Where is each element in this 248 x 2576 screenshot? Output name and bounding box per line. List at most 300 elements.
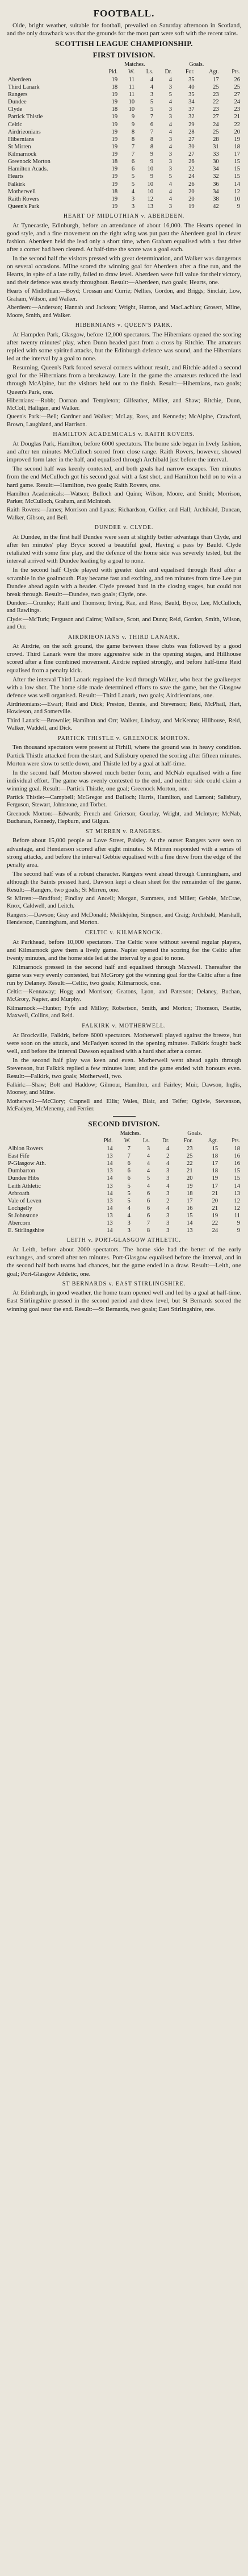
stat-cell: 16 xyxy=(187,1205,193,1212)
column-header: For. xyxy=(183,1138,193,1145)
stat-cell: 25 xyxy=(213,128,219,135)
stat-cell: 5 xyxy=(131,173,135,180)
stat-cell: 19 xyxy=(111,203,118,210)
stat-cell: 6 xyxy=(146,1205,150,1212)
second-division-table-row xyxy=(7,1220,241,1227)
second-division-table xyxy=(7,1130,241,1234)
first-division-table-row xyxy=(7,121,241,128)
stat-cell: 4 xyxy=(166,1160,170,1167)
stat-cell: 5 xyxy=(127,1183,131,1189)
stat-cell: 19 xyxy=(111,99,118,106)
stat-cell: 5 xyxy=(127,1197,131,1204)
stat-cell: 4 xyxy=(169,128,173,135)
stat-cell: 3 xyxy=(166,1168,170,1175)
second-division-table-row xyxy=(7,1167,241,1175)
stat-cell: 5 xyxy=(169,91,173,98)
stat-cell: 11 xyxy=(129,76,135,83)
stat-cell: 4 xyxy=(166,1205,170,1212)
stat-cell: 14 xyxy=(107,1175,113,1182)
stat-cell: 22 xyxy=(188,166,195,173)
match-report-paragraph: At Douglas Park, Hamilton, before 6000 spectators. The home side began in lively fashion, and after ten minutes McCulloch scored from close range. Raith Rovers, however, showed improved form later in the half, and equalised through Archibald just before the interval. xyxy=(7,440,241,464)
stat-cell: 4 xyxy=(166,1183,170,1189)
team-name: Albion Rovers xyxy=(8,1145,43,1152)
second-division-table-row xyxy=(7,1197,241,1205)
team-lineup: Raith Rovers:—James; Morrison and Lynas; Richardson, Collier, and Hall; Archibald, Duncan, Walker, Gibson, and Bell. xyxy=(7,507,241,521)
stat-cell: 11 xyxy=(129,84,135,90)
stat-cell: 37 xyxy=(188,106,195,113)
first-division-table-row xyxy=(7,76,241,84)
stat-cell: 25 xyxy=(213,84,219,90)
match-report-paragraph: In the second half play was keen and even. Motherwell went ahead again through Stevenson, but Falkirk replied a few minutes later, and the game ended with honours even. Result:—Falkirk, two goals; Motherwell, two. xyxy=(7,1056,241,1080)
stat-cell: 12 xyxy=(234,1205,240,1212)
stat-cell: 3 xyxy=(150,91,154,98)
team-name: Airdrieonians xyxy=(8,128,41,135)
team-lineup: Motherwell:—McClory; Crapnell and Ellis; Wales, Blair, and Telfer; Ogilvie, Stevenson, McFadyen, McMenemy, and Ferrier. xyxy=(7,1098,241,1113)
stat-cell: 12 xyxy=(234,188,240,195)
team-name: Kilmarnock xyxy=(8,151,37,157)
match-report-paragraph: At Parkhead, before 10,000 spectators. The Celtic were without several regular players, and Kilmarnock gave them a lively game. Napier opened the scoring for the Celtic after twenty minutes, and the home side led at the interval by a goal to none. xyxy=(7,938,241,962)
stat-cell: 15 xyxy=(234,1168,240,1175)
stat-cell: 26 xyxy=(188,159,195,165)
goals-group-header: Goals. xyxy=(189,61,204,68)
stat-cell: 9 xyxy=(131,121,135,128)
match-heading: PARTICK THISTLE v. GREENOCK MORTON. xyxy=(58,735,190,742)
match-report-paragraph: At Hampden Park, Glasgow, before 12,000 spectators. The Hibernians opened the scoring after twenty minutes' play, when Dunn headed past from a cross by Ritchie. The amateurs replied with some spirited attacks, but the Edinburgh defence was sound, and the Hibernians led at the interval by a goal to none. xyxy=(7,331,241,363)
stat-cell: 9 xyxy=(150,159,154,165)
stat-cell: 19 xyxy=(234,136,240,143)
stat-cell: 14 xyxy=(107,1227,113,1234)
column-header: Pts. xyxy=(232,1138,240,1145)
stat-cell: 4 xyxy=(127,1213,131,1220)
stat-cell: 23 xyxy=(213,106,219,113)
stat-cell: 15 xyxy=(212,1145,218,1152)
column-header: W. xyxy=(124,1138,131,1145)
stat-cell: 5 xyxy=(150,99,154,106)
stat-cell: 7 xyxy=(127,1145,131,1152)
team-name: Hamilton Acads. xyxy=(8,166,48,173)
team-name: Dundee Hibs xyxy=(8,1175,40,1182)
second-division-table-row xyxy=(7,1190,241,1197)
stat-cell: 19 xyxy=(188,203,195,210)
first-division-table-row xyxy=(7,158,241,165)
stat-cell: 14 xyxy=(234,1183,240,1189)
first-division-table-row xyxy=(7,173,241,180)
match-report-paragraph: At Edinburgh, in good weather, the home team opened well and led by a goal at half-time. East Stirlingshire pressed in the second period and drew level, but St Bernards scored the winning goal near the end. Result:—St Bernards, two goals; East Stirlingshire, one. xyxy=(7,1289,241,1313)
column-header: W. xyxy=(128,68,135,75)
stat-cell: 10 xyxy=(147,188,154,195)
stat-cell: 20 xyxy=(234,128,240,135)
stat-cell: 10 xyxy=(234,195,240,202)
stat-cell: 6 xyxy=(127,1160,131,1167)
stat-cell: 5 xyxy=(131,181,135,188)
stat-cell: 3 xyxy=(166,1220,170,1227)
stat-cell: 8 xyxy=(131,136,135,143)
stat-cell: 18 xyxy=(111,159,118,165)
stat-cell: 19 xyxy=(111,121,118,128)
intro-paragraph: Olde, bright weather, suitable for football, prevailed on Saturday afternoon in Scotland, and the only drawback was that the grounds for the most part were soft with the recent rains. xyxy=(7,22,241,37)
stat-cell: 19 xyxy=(212,1175,218,1182)
stat-cell: 16 xyxy=(234,1153,240,1160)
stat-cell: 3 xyxy=(169,84,173,90)
second-division-column-headers xyxy=(7,1138,241,1145)
match-report-paragraph: After the interval Third Lanark regained the lead through Walker, who beat the goalkeeper with a low shot. The home side made determined efforts to save the game, but the Glasgow defence was well organised. Result:—Third Lanark, two goals; Airdrieonians, one. xyxy=(7,676,241,699)
second-division-table-row xyxy=(7,1205,241,1212)
stat-cell: 21 xyxy=(212,1190,218,1197)
stat-cell: 13 xyxy=(187,1227,193,1234)
column-header: Ls. xyxy=(146,68,154,75)
stat-cell: 4 xyxy=(131,188,135,195)
team-name: Hearts xyxy=(8,173,24,180)
stat-cell: 14 xyxy=(107,1160,113,1167)
stat-cell: 13 xyxy=(107,1168,113,1175)
stat-cell: 13 xyxy=(107,1197,113,1204)
stat-cell: 8 xyxy=(146,1227,150,1234)
team-name: Leith Athletic xyxy=(8,1183,41,1189)
stat-cell: 7 xyxy=(131,151,135,157)
stat-cell: 3 xyxy=(169,166,173,173)
second-division-heading: SECOND DIVISION. xyxy=(88,1119,160,1128)
stat-cell: 13 xyxy=(107,1220,113,1227)
stat-cell: 2 xyxy=(166,1153,170,1160)
stat-cell: 17 xyxy=(187,1197,193,1204)
stat-cell: 17 xyxy=(213,76,219,83)
first-division-table-row xyxy=(7,84,241,91)
team-name: Greenock Morton xyxy=(8,159,51,165)
stat-cell: 18 xyxy=(212,1168,218,1175)
match-heading: ST MIRREN v. RANGERS. xyxy=(86,828,162,835)
stat-cell: 9 xyxy=(237,1220,240,1227)
stat-cell: 6 xyxy=(127,1175,131,1182)
team-lineup: Queen's Park:—Bell; Gardner and Walker; McLay, Ross, and Kennedy; McAlpine, Crawford, Brown, Laughland, and Harrison. xyxy=(7,414,241,428)
stat-cell: 4 xyxy=(146,1160,150,1167)
stat-cell: 32 xyxy=(188,114,195,120)
stat-cell: 19 xyxy=(111,114,118,120)
stat-cell: 27 xyxy=(188,151,195,157)
first-division-heading-1: SCOTTISH LEAGUE CHAMPIONSHIP. xyxy=(55,39,193,48)
stat-cell: 18 xyxy=(111,188,118,195)
stat-cell: 19 xyxy=(111,166,118,173)
stat-cell: 3 xyxy=(169,106,173,113)
stat-cell: 3 xyxy=(131,203,135,210)
first-division-table-row xyxy=(7,128,241,136)
match-report-paragraph: In the second half Clyde played with greater dash and equalised through Reid after a scramble in the goalmouth. Play became fast and exciting, and ten minutes from time Lee put Dundee ahead again with a header. Clyde pressed hard in the closing stages, but could not break through. Result:—Dundee, two goals; Clyde, one. xyxy=(7,567,241,598)
team-name: Vale of Leven xyxy=(8,1197,41,1204)
stat-cell: 4 xyxy=(169,188,173,195)
team-lineup: Hamilton Academicals:—Watson; Bulloch and Quinn; Wilson, Moore, and Smith; Morrison, Parker, McCulloch, Graham, and McIntosh. xyxy=(7,490,241,505)
stat-cell: 17 xyxy=(212,1160,218,1167)
match-report-paragraph: At Dundee, in the first half Dundee were seen at slightly better advantage than Clyde, and after ten minutes' play Bryce scored a beautiful goal, Having a pass by Bauld. Clyde retaliated with some fine play, and the defence of the home side was severely tested, but the interval arrived with Dundee leading by a goal to none. xyxy=(7,534,241,565)
stat-cell: 29 xyxy=(188,121,195,128)
football-heading: FOOTBALL. xyxy=(93,8,155,19)
team-name: St Johnstone xyxy=(8,1213,39,1220)
stat-cell: 3 xyxy=(127,1220,131,1227)
column-header: Dr. xyxy=(165,68,173,75)
stat-cell: 20 xyxy=(188,195,195,202)
team-lineup: Rangers:—Dawson; Gray and McDonald; Meiklejohn, Simpson, and Craig; Archibald, Marshall, Henderson, Cunningham, and Morton. xyxy=(7,912,241,926)
stat-cell: 5 xyxy=(169,173,173,180)
column-header: Pld. xyxy=(108,68,118,75)
stat-cell: 18 xyxy=(212,1153,218,1160)
match-report-paragraph: Kilmarnock pressed in the second half and equalised through Maxwell. Thereafter the game was very evenly contested, but McGrory got the winning goal for the Celtic after a fine run by Delaney. Result:—Celtic, two goals; Kilmarnock, one. xyxy=(7,963,241,987)
stat-cell: 36 xyxy=(213,181,219,188)
stat-cell: 19 xyxy=(111,136,118,143)
stat-cell: 3 xyxy=(127,1227,131,1234)
column-header: Pld. xyxy=(103,1138,113,1145)
stat-cell: 10 xyxy=(147,181,154,188)
team-lineup: Greenock Morton:—Edwards; French and Grierson; Gourlay, Wright, and McIntyre; McNab, Buchanan, Kennedy, Hepburn, and Gilgun. xyxy=(7,810,241,825)
stat-cell: 10 xyxy=(147,166,154,173)
stat-cell: 23 xyxy=(213,91,219,98)
match-heading: CELTIC v. KILMARNOCK. xyxy=(85,929,163,936)
stat-cell: 27 xyxy=(234,91,240,98)
first-division-table-row xyxy=(7,195,241,203)
match-report-paragraph: At Brockville, Falkirk, before 6000 spectators. Motherwell played against the breeze, but were soon on the attack, and McFadyen scored in the opening minutes. Falkirk fought back well, and before the interval Dawson equalised with a hard shot after a corner. xyxy=(7,1031,241,1055)
match-heading: LEITH v. PORT-GLASGOW ATHLETIC. xyxy=(66,1237,182,1244)
team-lineup: Kilmarnock:—Hunter; Fyfe and Milloy; Robertson, Smith, and Morton; Thomson, Beattie, Maxwell, Collins, and Reid. xyxy=(7,1005,241,1019)
stat-cell: 7 xyxy=(150,114,154,120)
stat-cell: 19 xyxy=(111,91,118,98)
stat-cell: 17 xyxy=(234,151,240,157)
team-name: Celtic xyxy=(8,121,23,128)
match-report-paragraph: At Airdrie, on the soft ground, the game between these clubs was followed by a good crowd. Third Lanark were the more aggressive side in the opening stages, and Hillhouse scored after a fine combined movement. Airdrie replied strongly, and before half-time Reid equalised from a penalty kick. xyxy=(7,643,241,674)
stat-cell: 3 xyxy=(169,114,173,120)
stat-cell: 22 xyxy=(187,1160,193,1167)
match-report-paragraph: In the second half the visitors pressed with great determination, and Walker was dangerous on several occasions. Milne scored the winning goal for Aberdeen after a fine run, and the Hearts, in spite of a late rally, failed to draw level. Aberdeen were full value for their victory, and their defence was steady throughout. Result:—Aberdeen, two goals; Hearts, one. xyxy=(7,255,241,286)
stat-cell: 18 xyxy=(187,1190,193,1197)
team-lineup: Celtic:—Kennaway; Hogg and Morrison; Geatons, Lyon, and Paterson; Delaney, Buchan, McGrory, Napier, and Murphy. xyxy=(7,989,241,1003)
stat-cell: 15 xyxy=(234,1175,240,1182)
stat-cell: 33 xyxy=(213,151,219,157)
stat-cell: 15 xyxy=(234,166,240,173)
stat-cell: 24 xyxy=(212,1227,218,1234)
stat-cell: 7 xyxy=(146,1220,150,1227)
stat-cell: 14 xyxy=(107,1205,113,1212)
stat-cell: 13 xyxy=(234,1190,240,1197)
stat-cell: 6 xyxy=(146,1190,150,1197)
stat-cell: 19 xyxy=(111,195,118,202)
stat-cell: 6 xyxy=(131,159,135,165)
stat-cell: 3 xyxy=(166,1227,170,1234)
stat-cell: 3 xyxy=(166,1190,170,1197)
team-name: Dumbarton xyxy=(8,1168,35,1175)
stat-cell: 11 xyxy=(129,91,135,98)
team-lineup: Falkirk:—Shaw; Bolt and Haddow; Gilmour, Hamilton, and Fairley; Muir, Dawson, Inglis, Mooney, and Milne. xyxy=(7,1082,241,1096)
stat-cell: 17 xyxy=(212,1183,218,1189)
stat-cell: 3 xyxy=(146,1145,150,1152)
first-division-table-row xyxy=(7,106,241,113)
stat-cell: 2 xyxy=(166,1197,170,1204)
stat-cell: 10 xyxy=(128,99,135,106)
match-heading: FALKIRK v. MOTHERWELL. xyxy=(82,1022,166,1029)
stat-cell: 7 xyxy=(131,143,135,150)
matches-group-header: Matches. xyxy=(120,1130,141,1137)
column-header: Dr. xyxy=(162,1138,170,1145)
second-division-table-row xyxy=(7,1227,241,1234)
stat-cell: 15 xyxy=(234,159,240,165)
stat-cell: 13 xyxy=(107,1183,113,1189)
stat-cell: 5 xyxy=(150,106,154,113)
team-name: E. Stirlingshire xyxy=(8,1227,44,1234)
team-lineup: Third Lanark:—Brownlie; Hamilton and Orr; Walker, Lindsay, and McKenna; Hillhouse, Reid, Walker, Waddell, and Dick. xyxy=(7,717,241,732)
stat-cell: 19 xyxy=(111,143,118,150)
stat-cell: 8 xyxy=(150,143,154,150)
first-division-table-row xyxy=(7,98,241,106)
stat-cell: 26 xyxy=(234,76,240,83)
stat-cell: 4 xyxy=(169,143,173,150)
stat-cell: 22 xyxy=(213,99,219,106)
team-name: Motherwell xyxy=(8,188,36,195)
stat-cell: 16 xyxy=(234,1160,240,1167)
stat-cell: 30 xyxy=(188,143,195,150)
match-report-paragraph: The second half was keenly contested, and both goals had narrow escapes. Ten minutes from the end McCulloch got his second goal with a fast shot, and Hamilton held on to win a hard game. Result:—Hamilton, two goals; Raith Rovers, one. xyxy=(7,465,241,489)
stat-cell: 30 xyxy=(213,159,219,165)
stat-cell: 6 xyxy=(150,121,154,128)
stat-cell: 5 xyxy=(146,1175,150,1182)
team-name: Queen's Park xyxy=(8,203,40,210)
stat-cell: 34 xyxy=(213,188,219,195)
second-division-table-row xyxy=(7,1152,241,1160)
stat-cell: 31 xyxy=(213,143,219,150)
first-division-table xyxy=(7,61,241,210)
team-lineup: Partick Thistle:—Campbell; McGregor and Bulloch; Harris, Hamilton, and Lamont; Salisbury, Ferguson, Stewart, Johnstone, and Torbet. xyxy=(7,794,241,809)
second-division-table-row xyxy=(7,1145,241,1152)
stat-cell: 5 xyxy=(127,1190,131,1197)
stat-cell: 19 xyxy=(212,1213,218,1220)
stat-cell: 3 xyxy=(169,151,173,157)
team-name: Clyde xyxy=(8,106,23,113)
stat-cell: 18 xyxy=(234,1145,240,1152)
stat-cell: 27 xyxy=(213,114,219,120)
match-heading: HIBERNIANS v. QUEEN'S PARK. xyxy=(75,322,173,329)
matches-group-header: Matches. xyxy=(124,61,145,68)
match-report-paragraph: At Tynecastle, Edinburgh, before an attendance of about 16,000. The Hearts opened in good style, and a fine movement on the right wing was put past the Aberdeen goal in clever fashion. Aberdeen held the lead only a short time, when Graham equalised with a fast drive after a corner had been cleared. At half-time the score was a goal each. xyxy=(7,222,241,253)
stat-cell: 19 xyxy=(111,128,118,135)
column-header: Agt. xyxy=(209,68,219,75)
team-lineup: Airdrieonians:—Ewart; Reid and Dick; Preston, Bennie, and Stevenson; Reid, McPhail, Hart, Howieson, and Somerville. xyxy=(7,701,241,715)
stat-cell: 18 xyxy=(111,84,118,90)
newspaper-page xyxy=(7,0,241,1313)
stat-cell: 12 xyxy=(147,195,154,202)
stat-cell: 38 xyxy=(213,195,219,202)
stat-cell: 13 xyxy=(107,1153,113,1160)
first-division-table-row xyxy=(7,165,241,173)
column-header: Pts. xyxy=(232,68,240,75)
stat-cell: 4 xyxy=(169,121,173,128)
first-division-table-row xyxy=(7,113,241,120)
stat-cell: 14 xyxy=(107,1145,113,1152)
stat-cell: 4 xyxy=(146,1153,150,1160)
stat-cell: 8 xyxy=(150,136,154,143)
stat-cell: 28 xyxy=(213,136,219,143)
team-name: Raith Rovers xyxy=(8,195,40,202)
stat-cell: 14 xyxy=(234,181,240,188)
stat-cell: 22 xyxy=(212,1220,218,1227)
stat-cell: 3 xyxy=(131,195,135,202)
stat-cell: 13 xyxy=(107,1213,113,1220)
stat-cell: 4 xyxy=(169,99,173,106)
stat-cell: 21 xyxy=(234,114,240,120)
stat-cell: 14 xyxy=(187,1220,193,1227)
match-report-paragraph: At Leith, before about 2000 spectators. The home side had the better of the early exchanges, and scored after ten minutes. Port-Glasgow equalised before the interval, and in the second half both teams had chances, but the game ended in a draw. Result:—Leith, one goal; Port-Glasgow Athletic, one. xyxy=(7,1246,241,1277)
column-header: For. xyxy=(185,68,195,75)
stat-cell: 3 xyxy=(166,1213,170,1220)
stat-cell: 9 xyxy=(131,114,135,120)
stat-cell: 26 xyxy=(188,181,195,188)
stat-cell: 24 xyxy=(213,121,219,128)
team-lineup: Hibernians:—Robb; Dornan and Templeton; Gilfeather, Miller, and Shaw; Ritchie, Dunn, McColl, Halligan, and Walker. xyxy=(7,397,241,412)
second-division-match-reports xyxy=(7,1237,241,1313)
team-name: Lochgelly xyxy=(8,1205,32,1212)
stat-cell: 35 xyxy=(188,76,195,83)
stat-cell: 4 xyxy=(150,84,154,90)
stat-cell: 14 xyxy=(107,1190,113,1197)
stat-cell: 19 xyxy=(187,1183,193,1189)
stat-cell: 20 xyxy=(188,188,195,195)
stat-cell: 6 xyxy=(146,1213,150,1220)
first-division-table-row xyxy=(7,143,241,151)
stat-cell: 9 xyxy=(237,1227,240,1234)
stat-cell: 4 xyxy=(146,1183,150,1189)
match-heading: HAMILTON ACADEMICALS v. RAITH ROVERS. xyxy=(53,431,195,438)
stat-cell: 32 xyxy=(213,173,219,180)
second-division-table-row xyxy=(7,1212,241,1220)
stat-cell: 20 xyxy=(187,1175,193,1182)
match-heading: DUNDEE v. CLYDE. xyxy=(94,525,154,531)
stat-cell: 3 xyxy=(166,1175,170,1182)
stat-cell: 19 xyxy=(111,181,118,188)
match-report-paragraph: Resuming, Queen's Park forced several corners without result, and Ritchie added a second goal for the Hibernians from a breakaway. Late in the game the amateurs reduced the lead through McAlpine, but the visitors held out to the finish. Result:—Hibernians, two goals; Queen's Park, one. xyxy=(7,364,241,396)
stat-cell: 15 xyxy=(234,173,240,180)
stat-cell: 18 xyxy=(234,143,240,150)
first-division-table-row xyxy=(7,136,241,143)
stat-cell: 4 xyxy=(150,76,154,83)
stat-cell: 4 xyxy=(166,1145,170,1152)
stat-cell: 25 xyxy=(234,84,240,90)
stat-cell: 4 xyxy=(127,1205,131,1212)
stat-cell: 34 xyxy=(213,166,219,173)
stat-cell: 4 xyxy=(169,181,173,188)
team-name: P-Glasgow Ath. xyxy=(8,1160,47,1167)
stat-cell: 4 xyxy=(146,1168,150,1175)
stat-cell: 9 xyxy=(150,173,154,180)
team-name: Dundee xyxy=(8,99,27,106)
stat-cell: 15 xyxy=(187,1213,193,1220)
stat-cell: 28 xyxy=(188,128,195,135)
team-name: Arbroath xyxy=(8,1190,30,1197)
stat-cell: 19 xyxy=(111,173,118,180)
column-header: Ls. xyxy=(142,1138,150,1145)
match-report-paragraph: Ten thousand spectators were present at Firhill, where the ground was in heavy condition. Partick Thistle attacked from the start, and Salisbury opened the scoring after fifteen minutes. Morton were slow to settle down, and Thistle led by a goal at half-time. xyxy=(7,744,241,767)
team-lineup: Dundee:—Crumley; Raitt and Thomson; Irving, Rae, and Ross; Bauld, Bryce, Lee, McCulloch, and Rawlings. xyxy=(7,600,241,614)
stat-cell: 7 xyxy=(127,1153,131,1160)
stat-cell: 25 xyxy=(187,1153,193,1160)
stat-cell: 34 xyxy=(188,99,195,106)
stat-cell: 3 xyxy=(169,159,173,165)
stat-cell: 6 xyxy=(127,1168,131,1175)
first-division-table-row xyxy=(7,188,241,195)
stat-cell: 10 xyxy=(128,106,135,113)
first-division-table-row xyxy=(7,91,241,98)
first-division-table-row xyxy=(7,181,241,188)
stat-cell: 6 xyxy=(146,1197,150,1204)
first-division-column-headers xyxy=(7,69,241,76)
team-name: Abercorn xyxy=(8,1220,31,1227)
first-division-table-row xyxy=(7,203,241,210)
team-lineup: Hearts of Midlothian:—Boyd; Crossan and Currie; Nellies, Gordon, and Briggs; Sinclair, Low, Graham, Wilson, and Walker. xyxy=(7,288,241,302)
team-name: Aberdeen xyxy=(8,76,31,83)
team-name: Partick Thistle xyxy=(8,114,43,120)
stat-cell: 20 xyxy=(212,1197,218,1204)
